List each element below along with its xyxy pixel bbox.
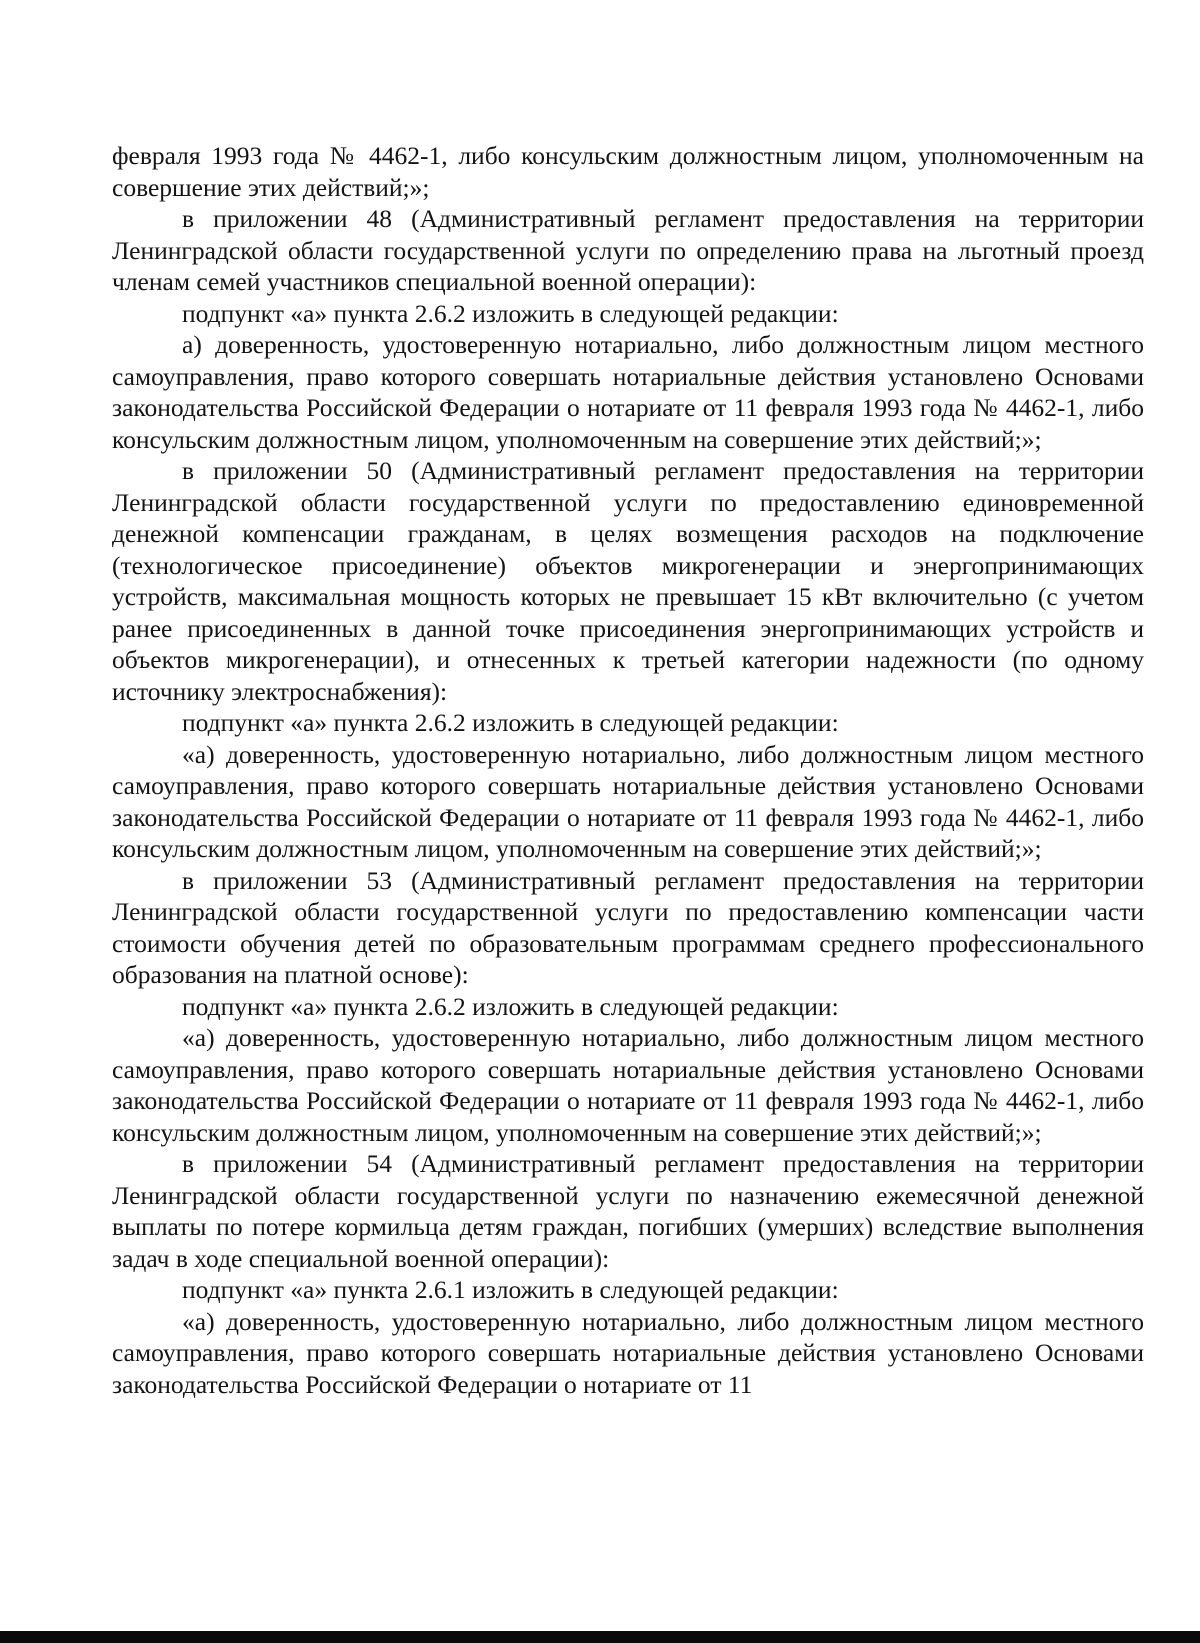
paragraph-subpoint-48: подпункт «а» пункта 2.6.2 изложить в следующей редакции: — [182, 298, 839, 328]
paragraph-subpoint-53: подпункт «а» пункта 2.6.2 изложить в следующей редакции: — [182, 991, 839, 1021]
paragraph-power-of-attorney-54: «а) доверенность, удостоверенную нотариально, либо должностным лицом местного самоуправления, право которого совершать нотариальные действия установлено Основами законодательства Российской Федерации о нотариате от 11 — [112, 1306, 1144, 1399]
paragraph-subpoint-54: подпункт «а» пункта 2.6.1 изложить в следующей редакции: — [182, 1275, 839, 1304]
paragraph-power-of-attorney-50: «а) доверенность, удостоверенную нотариально, либо должностным лицом местного самоуправления, право которого совершать нотариальные действия установлено Основами законодательства Российской Федерации о нотариате от 11 февраля 1993 года № 4462-1, либо консульским должностным лицом, уполномоченным на совершение этих действий;»; — [112, 739, 1144, 863]
paragraph-continuation: февраля 1993 года № 4462-1, либо консульским должностным лицом, уполномоченным на совершение этих действий;»; — [112, 141, 1144, 202]
paragraph-subpoint-50: подпункт «а» пункта 2.6.2 изложить в следующей редакции: — [182, 708, 839, 737]
paragraph-power-of-attorney-53: «а) доверенность, удостоверенную нотариально, либо должностным лицом местного самоуправления, право которого совершать нотариальные действия установлено Основами законодательства Российской Федерации о нотариате от 11 февраля 1993 года № 4462-1, либо консульским должностным лицом, уполномоченным на совершение этих действий;»; — [112, 1023, 1144, 1147]
paragraph-power-of-attorney-48: а) доверенность, удостоверенную нотариально, либо должностным лицом местного самоуправления, право которого совершать нотариальные действия установлено Основами законодательства Российской Федерации о нотариате от 11 февраля 1993 года № 4462-1, либо консульским должностным лицом, уполномоченным на совершение этих действий;»; — [112, 330, 1144, 454]
document-body — [112, 140, 1144, 1400]
paragraph-appendix-54: в приложении 54 (Административный регламент предоставления на территории Ленинградской области государственной услуги по назначению ежемесячной денежной выплаты по потере кормильца детям граждан, погибших (умерших) вследствие выполнения задач в ходе специальной военной операции): — [112, 1149, 1144, 1273]
paragraph-appendix-50: в приложении 50 (Административный регламент предоставления на территории Ленинградской области государственной услуги по предоставлению единовременной денежной компенсации гражданам, в целях возмещения расходов на подключение (технологическое присоединение) объектов микрогенерации и энергопринимающих устройств, максимальная мощность которых не превышает 15 кВт включительно (с учетом ранее присоединенных в данной точке присоединения энергопринимающих устройств и объектов микрогенерации), и отнесенных к третьей категории надежности (по одному источнику электроснабжения): — [112, 456, 1144, 706]
paragraph-appendix-48: в приложении 48 (Административный регламент предоставления на территории Ленинградской области государственной услуги по определению права на льготный проезд членам семей участников специальной военной операции): — [112, 204, 1144, 296]
paragraph-appendix-53: в приложении 53 (Административный регламент предоставления на территории Ленинградской области государственной услуги по предоставлению компенсации части стоимости обучения детей по образовательным программам среднего профессионального образования на платной основе): — [112, 865, 1144, 989]
scan-edge-bar — [0, 1631, 1200, 1643]
